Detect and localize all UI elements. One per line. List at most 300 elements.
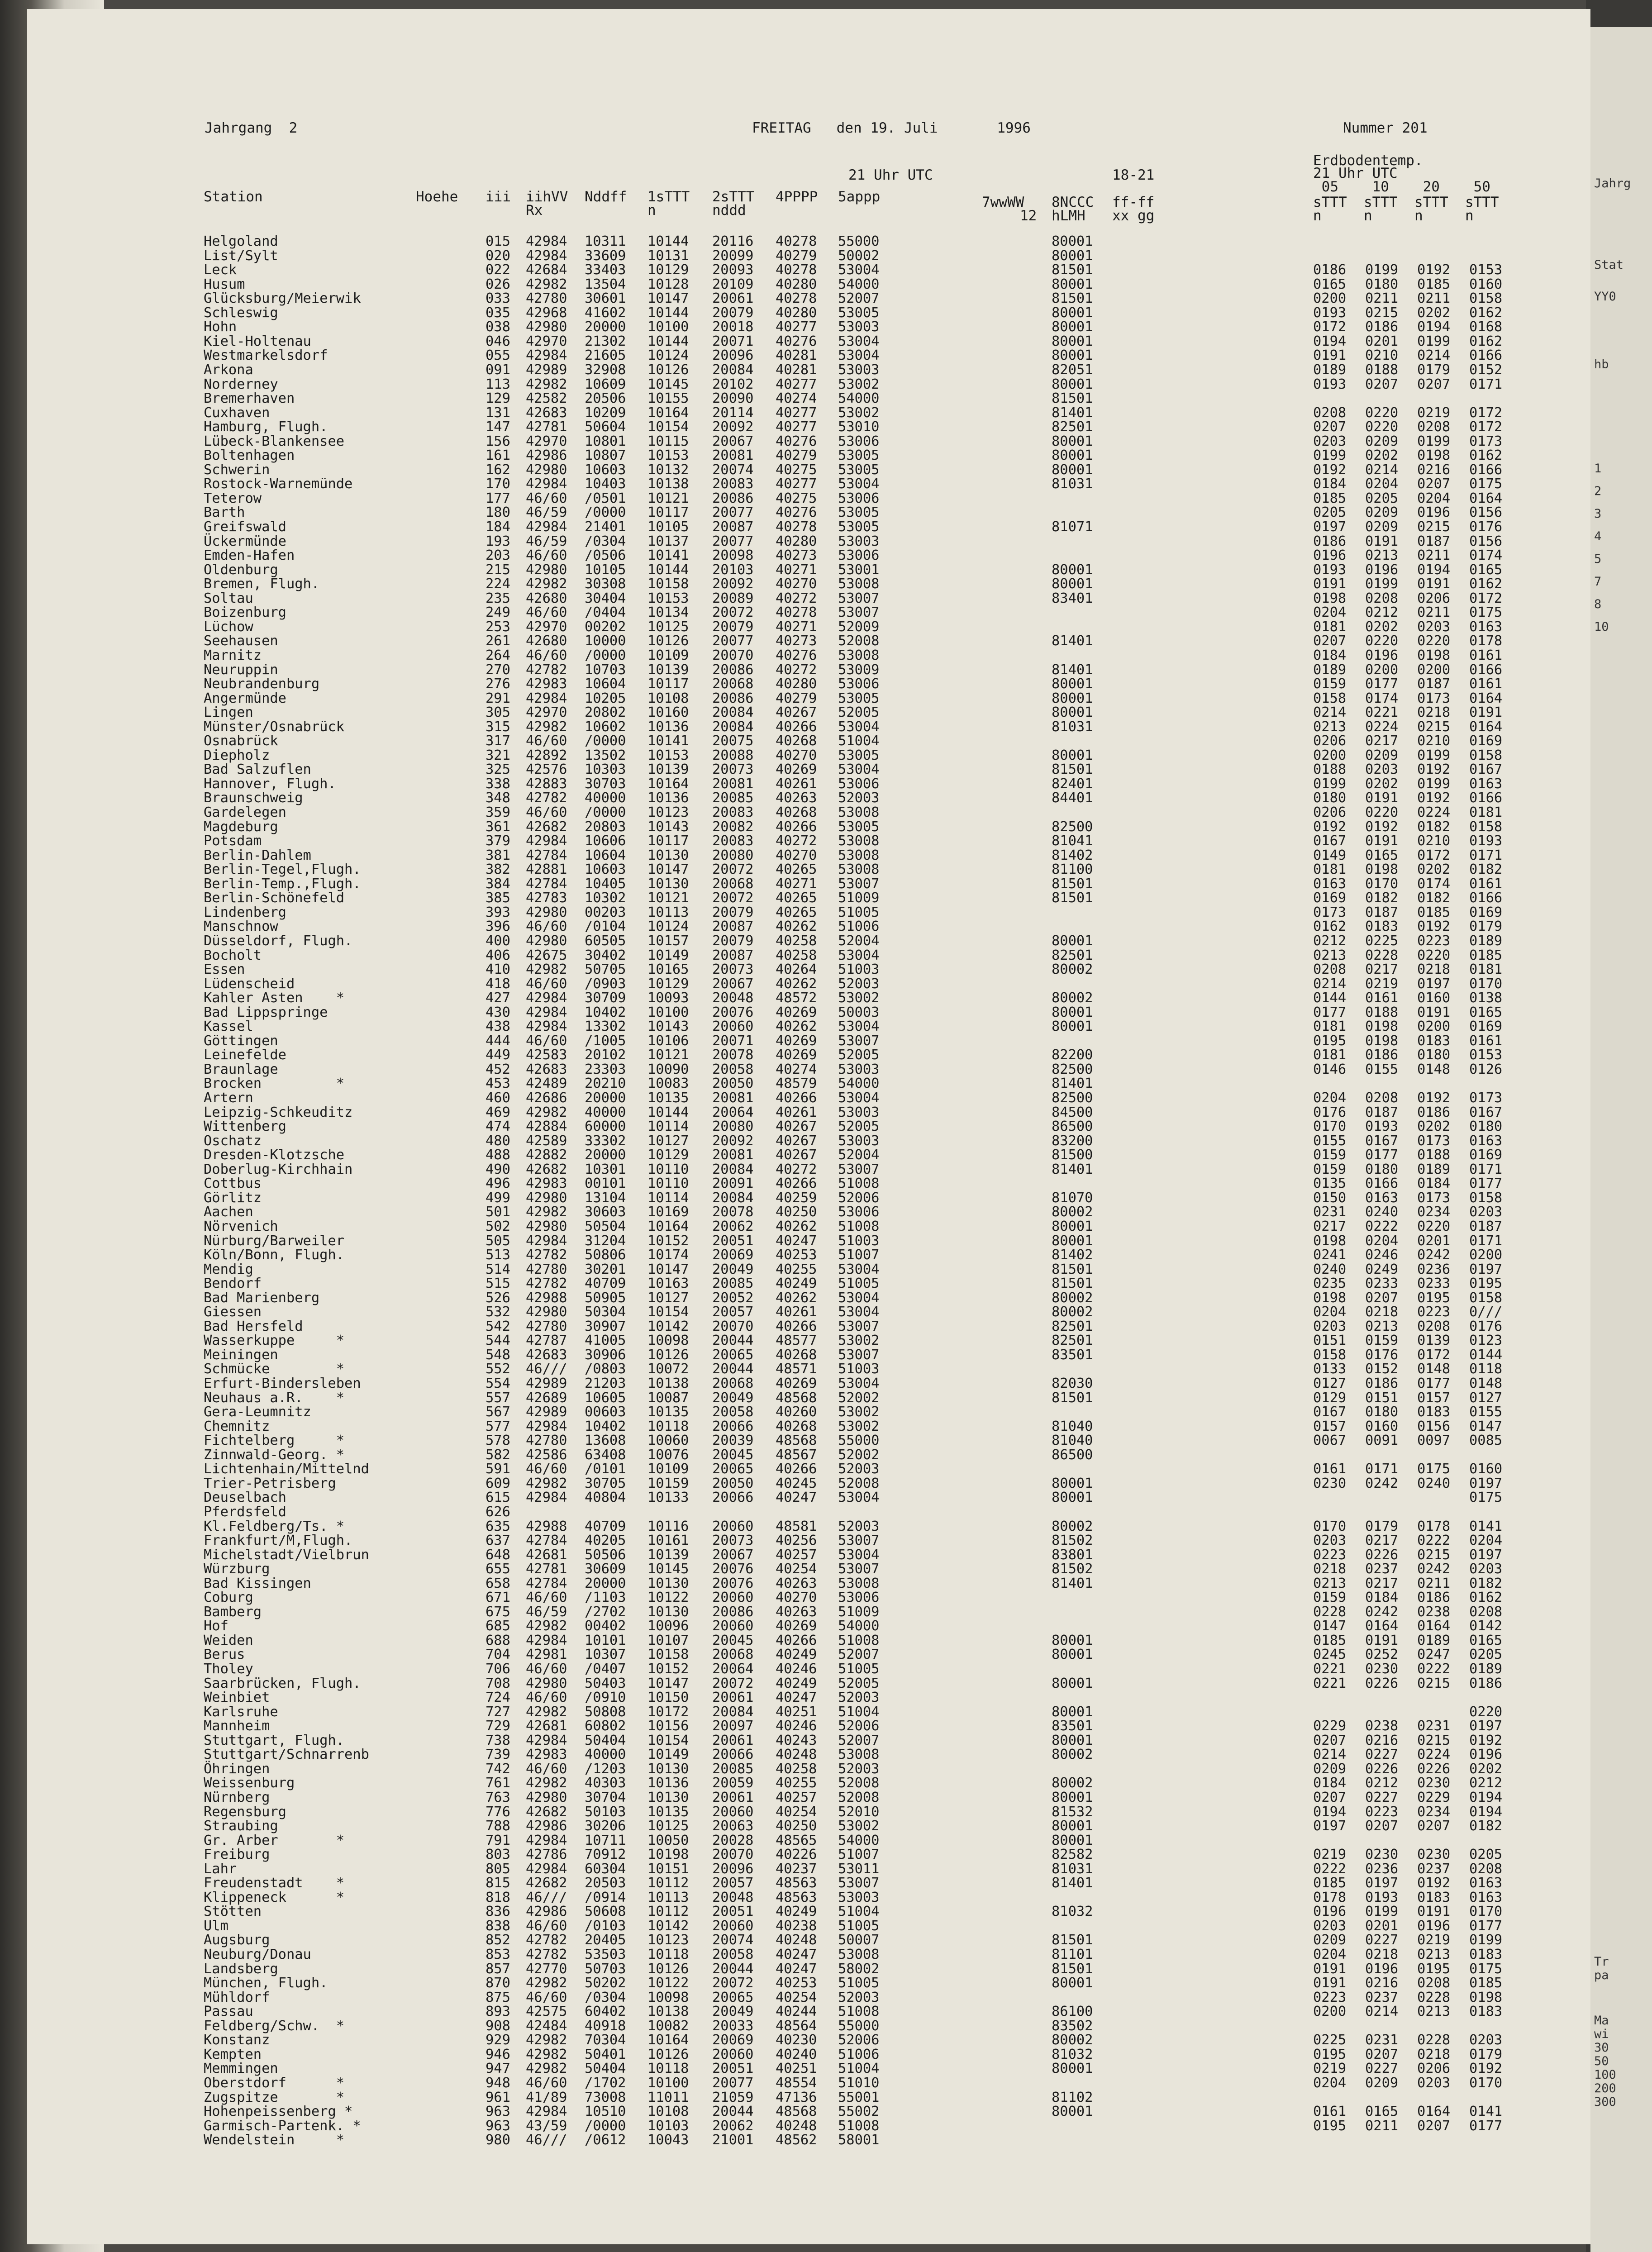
station-name-cell: Hamburg, Flugh. (204, 419, 328, 435)
2sttt-cell: 20073 (712, 962, 754, 978)
soil-10-cell: 0242 (1365, 1475, 1399, 1491)
station-name-cell: Straubing (204, 1818, 278, 1834)
nddff-cell: 50506 (585, 1547, 626, 1563)
soil-50-cell: 0153 (1469, 1047, 1503, 1063)
station-name-cell: Michelstadt/Vielbrun (204, 1547, 369, 1563)
5appp-cell: 58002 (838, 1961, 880, 1977)
1sttt-cell: 10154 (647, 419, 689, 435)
8nccc-cell: 82582 (1052, 1847, 1093, 1863)
iihvv-cell: 42784 (526, 1533, 567, 1549)
nddff-cell: 20210 (585, 1076, 626, 1092)
soil-10-cell: 0152 (1365, 1361, 1399, 1377)
2sttt-column-subheader: nddd (712, 202, 746, 219)
iihvv-cell: 42982 (526, 719, 567, 735)
8nccc-cell: 82401 (1052, 776, 1093, 792)
iii-cell: 480 (486, 1133, 510, 1149)
2sttt-cell: 20080 (712, 1119, 754, 1135)
soil-05-cell: 0199 (1313, 776, 1347, 792)
nddff-cell: 50103 (585, 1804, 626, 1820)
5appp-cell: 51004 (838, 1704, 880, 1720)
iii-cell: 361 (486, 819, 510, 835)
5appp-cell: 53008 (838, 862, 880, 878)
iihvv-cell: 42682 (526, 819, 567, 835)
5appp-cell: 51003 (838, 1233, 880, 1249)
soil-10-cell: 0219 (1365, 976, 1399, 992)
5appp-cell: 53005 (838, 690, 880, 706)
station-name-cell: Regensburg (204, 1804, 286, 1820)
soil-20-cell: 0215 (1417, 1675, 1451, 1691)
iihvv-column-header: iihVV (526, 189, 568, 205)
iii-cell: 675 (486, 1604, 510, 1620)
8nccc-cell: 81071 (1052, 519, 1093, 535)
iihvv-cell: 42986 (526, 1818, 567, 1834)
iihvv-cell: 42982 (526, 2046, 567, 2062)
2sttt-cell: 20085 (712, 1761, 754, 1777)
station-name-cell: Artern (204, 1090, 253, 1106)
5appp-cell: 53005 (838, 819, 880, 835)
iii-cell: 853 (486, 1947, 510, 1962)
iii-cell: 893 (486, 2004, 510, 2020)
soil-20-cell: 0220 (1417, 633, 1451, 649)
1sttt-cell: 10109 (647, 647, 689, 663)
8nccc-cell: 83501 (1052, 1347, 1093, 1363)
station-name-cell: Neuruppin (204, 662, 278, 678)
iii-cell: 548 (486, 1347, 510, 1363)
soil-05-cell: 0204 (1313, 1947, 1347, 1962)
4pppp-cell: 40267 (776, 1119, 817, 1135)
soil-20-cell: 0173 (1417, 1133, 1451, 1149)
1sttt-cell: 10107 (647, 1632, 689, 1648)
iii-cell: 338 (486, 776, 510, 792)
2sttt-cell: 20097 (712, 1718, 754, 1734)
nddff-cell: 21203 (585, 1376, 626, 1391)
iii-cell: 249 (486, 605, 510, 621)
iii-cell: 776 (486, 1804, 510, 1820)
2sttt-cell: 20092 (712, 576, 754, 592)
soil-50-cell: 0162 (1469, 576, 1503, 592)
2sttt-cell: 20084 (712, 1190, 754, 1206)
iihvv-cell: 42783 (526, 890, 567, 906)
4pppp-cell: 40262 (776, 976, 817, 992)
station-name-cell: Brocken * (204, 1076, 345, 1092)
station-name-cell: Lüdenscheid (204, 976, 295, 992)
station-name-cell: Zugspitze * (204, 2089, 345, 2105)
soil-10-cell: 0226 (1365, 1547, 1399, 1563)
iihvv-cell: 42980 (526, 562, 567, 578)
soil-20-cell: 0182 (1417, 890, 1451, 906)
8nccc-cell: 84401 (1052, 790, 1093, 806)
1sttt-cell: 10136 (647, 719, 689, 735)
1sttt-cell: 10116 (647, 1518, 689, 1534)
8nccc-cell: 81402 (1052, 847, 1093, 863)
station-name-cell: Essen (204, 962, 245, 978)
2sttt-cell: 20084 (712, 719, 754, 735)
1sttt-cell: 10149 (647, 1747, 689, 1763)
iii-cell: 742 (486, 1761, 510, 1777)
2sttt-cell: 20076 (712, 1004, 754, 1020)
nddff-cell: 10510 (585, 2104, 626, 2120)
soil-20-cell: 0228 (1417, 2032, 1451, 2048)
soil-05-cell: 0185 (1313, 490, 1347, 506)
5appp-cell: 52004 (838, 1147, 880, 1163)
station-name-cell: Hof (204, 1618, 229, 1634)
5appp-cell: 53004 (838, 1261, 880, 1277)
1sttt-cell: 10083 (647, 1076, 689, 1092)
4pppp-cell: 40258 (776, 1761, 817, 1777)
iii-cell: 427 (486, 990, 510, 1006)
iii-cell: 452 (486, 1061, 510, 1077)
soil-50-cell: 0172 (1469, 405, 1503, 421)
station-name-cell: Cuxhaven (204, 405, 270, 421)
4pppp-cell: 40250 (776, 1204, 817, 1220)
4pppp-cell: 40273 (776, 548, 817, 564)
iihvv-cell: 42683 (526, 1347, 567, 1363)
2sttt-cell: 20103 (712, 562, 754, 578)
soil-10-cell: 0238 (1365, 1718, 1399, 1734)
8nccc-cell: 83801 (1052, 1547, 1093, 1563)
soil-20-cell: 0204 (1417, 490, 1451, 506)
iii-cell: 317 (486, 733, 510, 749)
1sttt-cell: 10108 (647, 2104, 689, 2120)
soil-05-cell: 0186 (1313, 533, 1347, 549)
1sttt-cell: 10126 (647, 2046, 689, 2062)
8nccc-cell: 86100 (1052, 2004, 1093, 2020)
1sttt-cell: 10072 (647, 1361, 689, 1377)
soil-20-cell: 0175 (1417, 1461, 1451, 1477)
soil-10-cell: 0216 (1365, 1975, 1399, 1991)
iihvv-cell: 42489 (526, 1076, 567, 1092)
iihvv-cell: 42589 (526, 1133, 567, 1149)
4pppp-cell: 40265 (776, 862, 817, 878)
5appp-cell: 58001 (838, 2132, 880, 2148)
iihvv-cell: 42576 (526, 762, 567, 778)
station-name-cell: Weiden (204, 1632, 253, 1648)
1sttt-cell: 10147 (647, 290, 689, 307)
2sttt-cell: 21001 (712, 2132, 754, 2148)
soil-20-cell: 0191 (1417, 576, 1451, 592)
1sttt-cell: 10129 (647, 976, 689, 992)
iihvv-cell: 42983 (526, 1176, 567, 1192)
iii-cell: 557 (486, 1390, 510, 1406)
soil-50-cell: 0175 (1469, 476, 1503, 492)
1sttt-cell: 10133 (647, 1490, 689, 1506)
iii-cell: 381 (486, 847, 510, 863)
2sttt-cell: 20071 (712, 333, 754, 349)
soil-50-cell: 0126 (1469, 1061, 1503, 1077)
iii-cell: 929 (486, 2032, 510, 2048)
1sttt-cell: 10142 (647, 1318, 689, 1334)
soil-50-cell: 0118 (1469, 1361, 1503, 1377)
soil-05-cell: 0204 (1313, 605, 1347, 621)
2sttt-cell: 20081 (712, 448, 754, 464)
soil-50-cell: 0189 (1469, 1661, 1503, 1677)
iii-cell: 582 (486, 1447, 510, 1463)
soil-sttt-subheader: n n n n (1313, 208, 1474, 224)
station-name-cell: Greifswald (204, 519, 286, 535)
iihvv-cell: 42970 (526, 619, 567, 635)
station-name-cell: Karlsruhe (204, 1704, 278, 1720)
5appp-cell: 53008 (838, 847, 880, 863)
soil-10-cell: 0230 (1365, 1661, 1399, 1677)
nddff-cell: 40205 (585, 1533, 626, 1549)
soil-10-cell: 0165 (1365, 847, 1399, 863)
8nccc-cell: 80001 (1052, 676, 1093, 692)
iihvv-cell: 42982 (526, 1204, 567, 1220)
soil-20-cell: 0192 (1417, 1090, 1451, 1106)
iihvv-cell: 42484 (526, 2018, 567, 2034)
2sttt-cell: 20070 (712, 647, 754, 663)
soil-50-cell: 0177 (1469, 1918, 1503, 1934)
soil-20-cell: 0196 (1417, 505, 1451, 521)
soil-50-cell: 0198 (1469, 1989, 1503, 2005)
8nccc-cell: 81501 (1052, 1276, 1093, 1292)
iii-cell: 131 (486, 405, 510, 421)
iii-cell: 113 (486, 376, 510, 392)
4pppp-cell: 40268 (776, 1347, 817, 1363)
nddff-cell: 10405 (585, 876, 626, 892)
nddff-cell: /0903 (585, 976, 626, 992)
2sttt-cell: 20074 (712, 462, 754, 478)
2sttt-cell: 20071 (712, 1033, 754, 1049)
soil-20-cell: 0206 (1417, 590, 1451, 606)
soil-20-cell: 0207 (1417, 2118, 1451, 2134)
iii-cell: 170 (486, 476, 510, 492)
1sttt-cell: 10144 (647, 233, 689, 249)
2sttt-cell: 20076 (712, 1561, 754, 1577)
soil-20-cell: 0173 (1417, 690, 1451, 706)
station-name-cell: Kahler Asten * (204, 990, 345, 1006)
soil-10-cell: 0180 (1365, 276, 1399, 292)
4pppp-cell: 40263 (776, 790, 817, 806)
soil-05-cell: 0219 (1313, 1847, 1347, 1863)
iihvv-cell: 42984 (526, 1861, 567, 1877)
5appp-cell: 53004 (838, 1547, 880, 1563)
8nccc-cell: 81401 (1052, 1575, 1093, 1591)
iihvv-cell: 42984 (526, 1019, 567, 1035)
4pppp-cell: 40261 (776, 1104, 817, 1120)
4pppp-cell: 48571 (776, 1361, 817, 1377)
iihvv-cell: 42984 (526, 1732, 567, 1748)
4pppp-cell: 40277 (776, 405, 817, 421)
iihvv-cell: 42683 (526, 1061, 567, 1077)
2sttt-cell: 20063 (712, 1818, 754, 1834)
1sttt-cell: 10164 (647, 2032, 689, 2048)
5appp-cell: 51004 (838, 2061, 880, 2077)
soil-20-cell: 0179 (1417, 362, 1451, 378)
station-name-cell: Boizenburg (204, 605, 286, 621)
iii-cell: 046 (486, 333, 510, 349)
nddff-cell: 10807 (585, 448, 626, 464)
5appp-cell: 51007 (838, 1847, 880, 1863)
soil-05-cell: 0133 (1313, 1361, 1347, 1377)
2sttt-cell: 20062 (712, 1218, 754, 1234)
1sttt-cell: 10043 (647, 2132, 689, 2148)
soil-05-cell: 0180 (1313, 790, 1347, 806)
nddff-cell: 33609 (585, 248, 626, 264)
4pppp-cell: 40279 (776, 448, 817, 464)
nddff-cell: 10703 (585, 662, 626, 678)
nddff-cell: /0000 (585, 733, 626, 749)
soil-05-cell: 0223 (1313, 1547, 1347, 1563)
4pppp-cell: 40278 (776, 519, 817, 535)
soil-20-cell: 0187 (1417, 676, 1451, 692)
soil-05-cell: 0219 (1313, 2061, 1347, 2077)
8nccc-cell: 81501 (1052, 1961, 1093, 1977)
soil-50-cell: 0170 (1469, 2075, 1503, 2091)
iihvv-cell: 43/59 (526, 2118, 567, 2134)
iihvv-cell: 42984 (526, 476, 567, 492)
soil-05-cell: 0195 (1313, 2118, 1347, 2134)
soil-10-cell: 0176 (1365, 1347, 1399, 1363)
nddff-cell: /0103 (585, 1918, 626, 1934)
nddff-cell: 32908 (585, 362, 626, 378)
soil-10-cell: 0199 (1365, 576, 1399, 592)
2sttt-cell: 20069 (712, 2032, 754, 2048)
2sttt-cell: 20051 (712, 1233, 754, 1249)
2sttt-cell: 20048 (712, 1889, 754, 1905)
station-name-cell: Klippeneck * (204, 1889, 345, 1905)
soil-10-cell: 0161 (1365, 990, 1399, 1006)
5appp-cell: 53006 (838, 490, 880, 506)
nddff-cell: 21401 (585, 519, 626, 535)
soil-10-cell: 0207 (1365, 1290, 1399, 1306)
soil-05-cell: 0173 (1313, 904, 1347, 920)
5appp-cell: 53004 (838, 1290, 880, 1306)
nddff-cell: 10606 (585, 833, 626, 849)
nddff-cell: 20000 (585, 1147, 626, 1163)
1sttt-cell: 10134 (647, 605, 689, 621)
soil-10-cell: 0226 (1365, 1761, 1399, 1777)
5appp-cell: 53008 (838, 833, 880, 849)
8nccc-cell: 80001 (1052, 2061, 1093, 2077)
soil-50-cell: 0/// (1469, 1304, 1503, 1320)
soil-20-cell: 0213 (1417, 2004, 1451, 2020)
bleed-text: 8 (1594, 597, 1602, 611)
nddff-cell: 10101 (585, 1632, 626, 1648)
soil-20-cell: 0160 (1417, 990, 1451, 1006)
soil-05-cell: 0165 (1313, 276, 1347, 292)
iii-cell: 637 (486, 1533, 510, 1549)
8nccc-cell: 81031 (1052, 1861, 1093, 1877)
2sttt-cell: 20072 (712, 605, 754, 621)
soil-05-cell: 0151 (1313, 1333, 1347, 1349)
4pppp-cell: 40258 (776, 933, 817, 949)
soil-20-cell: 0211 (1417, 605, 1451, 621)
4pppp-cell: 40275 (776, 490, 817, 506)
soil-05-cell: 0157 (1313, 1418, 1347, 1434)
soil-05-cell: 0207 (1313, 1732, 1347, 1748)
4pppp-cell: 40255 (776, 1775, 817, 1791)
1sttt-cell: 10098 (647, 1333, 689, 1349)
station-name-cell: Landsberg (204, 1961, 278, 1977)
5appp-cell: 51008 (838, 1176, 880, 1192)
2sttt-cell: 20044 (712, 1961, 754, 1977)
iii-cell: 947 (486, 2061, 510, 2077)
iihvv-cell: 42784 (526, 1575, 567, 1591)
station-name-cell: Oschatz (204, 1133, 262, 1149)
8nccc-cell: 81402 (1052, 1247, 1093, 1263)
iihvv-cell: 42984 (526, 519, 567, 535)
soil-05-cell: 0186 (1313, 262, 1347, 278)
soil-20-cell: 0219 (1417, 405, 1451, 421)
5appp-cell: 54000 (838, 1076, 880, 1092)
nddff-cell: /0501 (585, 490, 626, 506)
soil-20-cell: 0208 (1417, 419, 1451, 435)
soil-05-cell: 0163 (1313, 876, 1347, 892)
1sttt-cell: 10154 (647, 1304, 689, 1320)
soil-10-cell: 0220 (1365, 633, 1399, 649)
4pppp-cell: 40246 (776, 1718, 817, 1734)
soil-10-cell: 0177 (1365, 676, 1399, 692)
nddff-cell: 31204 (585, 1233, 626, 1249)
5appp-cell: 55000 (838, 233, 880, 249)
iii-cell: 055 (486, 348, 510, 364)
soil-05-cell: 0193 (1313, 562, 1347, 578)
soil-50-cell: 0177 (1469, 1176, 1503, 1192)
soil-50-cell: 0194 (1469, 1804, 1503, 1820)
station-name-cell: Bad Marienberg (204, 1290, 320, 1306)
soil-10-cell: 0180 (1365, 1404, 1399, 1420)
5appp-cell: 52003 (838, 1518, 880, 1534)
8nccc-cell: 80002 (1052, 1747, 1093, 1763)
soil-20-cell: 0215 (1417, 519, 1451, 535)
soil-20-cell: 0192 (1417, 790, 1451, 806)
soil-20-cell: 0242 (1417, 1247, 1451, 1263)
iihvv-cell: 46/60 (526, 919, 567, 935)
1sttt-cell: 10114 (647, 1190, 689, 1206)
5appp-cell: 51005 (838, 904, 880, 920)
iihvv-cell: 42984 (526, 1004, 567, 1020)
nddff-cell: 50905 (585, 1290, 626, 1306)
soil-10-cell: 0225 (1365, 933, 1399, 949)
station-name-cell: Leinefelde (204, 1047, 286, 1063)
nddff-cell: 41005 (585, 1333, 626, 1349)
soil-10-cell: 0220 (1365, 405, 1399, 421)
2sttt-cell: 20044 (712, 1361, 754, 1377)
soil-05-cell: 0196 (1313, 1904, 1347, 1920)
iihvv-cell: 46/60 (526, 1590, 567, 1606)
1sttt-cell: 10124 (647, 919, 689, 935)
8nccc-cell: 82500 (1052, 819, 1093, 835)
1sttt-cell: 10165 (647, 962, 689, 978)
4pppp-cell: 40268 (776, 733, 817, 749)
8nccc-cell: 81100 (1052, 862, 1093, 878)
soil-50-cell: 0169 (1469, 733, 1503, 749)
5appp-cell: 53008 (838, 805, 880, 820)
5appp-cell: 53005 (838, 462, 880, 478)
nddff-column-header: Nddff (585, 189, 627, 205)
nddff-cell: 20000 (585, 319, 626, 335)
4pppp-cell: 48564 (776, 2018, 817, 2034)
soil-05-cell: 0200 (1313, 290, 1347, 307)
station-name-cell: Giessen (204, 1304, 262, 1320)
nddff-cell: 10603 (585, 462, 626, 478)
8nccc-cell: 81501 (1052, 290, 1093, 307)
soil-50-cell: 0194 (1469, 1789, 1503, 1805)
2sttt-cell: 20077 (712, 505, 754, 521)
nddff-cell: 50806 (585, 1247, 626, 1263)
iii-cell: 552 (486, 1361, 510, 1377)
4pppp-cell: 40265 (776, 890, 817, 906)
header-issue-number: Nummer 201 (1343, 120, 1428, 136)
soil-20-cell: 0215 (1417, 719, 1451, 735)
1sttt-cell: 10143 (647, 819, 689, 835)
5appp-cell: 54000 (838, 276, 880, 292)
soil-10-cell: 0191 (1365, 790, 1399, 806)
nddff-cell: 13502 (585, 747, 626, 763)
nddff-cell: 10603 (585, 862, 626, 878)
iii-cell: 474 (486, 1119, 510, 1135)
